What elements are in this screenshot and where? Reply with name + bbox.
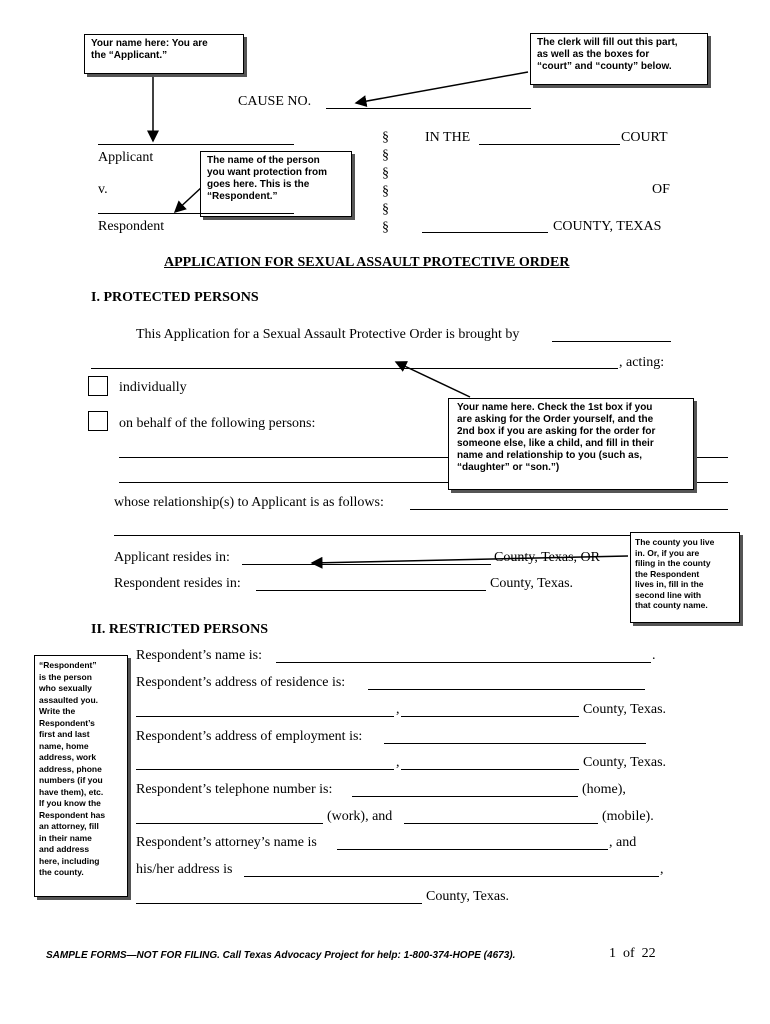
- his-her-address-label: his/her address is: [136, 862, 233, 877]
- callout-clerk: The clerk will fill out this part, as well as the boxes for “court” and “county” below.: [530, 33, 708, 85]
- applicant-county-text: County, Texas, OR: [494, 550, 600, 565]
- court-line: [479, 144, 620, 145]
- section-2-heading: II. RESTRICTED PERSONS: [91, 622, 268, 637]
- callout-restricted-persons: “Respondent” is the person who sexually assaulted you. Write the Respondent’s first and last name, home address, work address, phone numbers (if you have them), etc. If you know the Respondent has an attorney, fill in their name and address here, including the county.: [34, 655, 128, 897]
- applicant-line: [98, 144, 294, 145]
- of-label: OF: [652, 182, 670, 197]
- arrow-clerk: [356, 72, 528, 103]
- on-behalf-label: on behalf of the following persons:: [119, 416, 316, 431]
- respondent-resides-label: Respondent resides in:: [114, 576, 241, 591]
- court-label: COURT: [621, 130, 668, 145]
- individually-checkbox[interactable]: [88, 376, 108, 396]
- brought-by-text: This Application for a Sexual Assault Protective Order is brought by: [136, 327, 520, 342]
- section-symbol: §: [382, 202, 389, 217]
- callout-respondent: The name of the person you want protection from goes here. This is the “Respondent.”: [200, 151, 352, 217]
- on-behalf-checkbox[interactable]: [88, 411, 108, 431]
- attorney-address-line: [244, 876, 659, 877]
- attorney-line: [337, 849, 608, 850]
- brought-by-line: [552, 341, 671, 342]
- respondent-line: [98, 213, 294, 214]
- work-label: (work), and: [327, 809, 393, 824]
- section-symbol: §: [382, 148, 389, 163]
- callout-county: The county you live in. Or, if you are filing in the county the Respondent lives in, fill in the second line with that county name.: [630, 532, 740, 623]
- acting-text: , acting:: [619, 355, 665, 370]
- section-symbol: §: [382, 220, 389, 235]
- arrow-respondent: [175, 186, 203, 212]
- versus-label: v.: [98, 182, 108, 197]
- footer-note: SAMPLE FORMS—NOT FOR FILING. Call Texas Advocacy Project for help: 1-800-374-HOPE (4673).: [46, 950, 516, 961]
- individually-label: individually: [119, 380, 187, 395]
- residence-county-text: County, Texas.: [583, 702, 667, 717]
- residence-line-2: [136, 716, 394, 717]
- respondent-county-text: County, Texas.: [490, 576, 574, 591]
- attorney-county-text: County, Texas.: [426, 889, 510, 904]
- home-label: (home),: [582, 782, 626, 797]
- section-symbol: §: [382, 130, 389, 145]
- respondent-label: Respondent: [98, 219, 165, 234]
- callout-applicant-name: Your name here: You are the “Applicant.”: [84, 34, 244, 74]
- employment-county-line: [401, 769, 579, 770]
- in-the-label: IN THE: [425, 130, 471, 145]
- comma: ,: [660, 862, 664, 877]
- applicant-resides-label: Applicant resides in:: [114, 550, 230, 565]
- callout-protected-persons: Your name here. Check the 1st box if you are asking for the Order yourself, and the 2nd box if you are asking for the order for someone else, like a child, and fill in their name and relationship to you (such as, “daughter” or “son.”): [448, 398, 694, 490]
- employment-county-text: County, Texas.: [583, 755, 667, 770]
- county-texas-label: COUNTY, TEXAS: [553, 219, 662, 234]
- relationship-label: whose relationship(s) to Applicant is as follows:: [114, 495, 384, 510]
- respondent-name-line: [276, 662, 651, 663]
- comma: ,: [396, 702, 400, 717]
- page-number: 1 of 22: [609, 946, 656, 961]
- residence-label: Respondent’s address of residence is:: [136, 675, 346, 690]
- cause-no-label: CAUSE NO.: [238, 94, 312, 109]
- employment-line: [384, 743, 646, 744]
- and-label: , and: [609, 835, 637, 850]
- work-phone-line: [136, 823, 323, 824]
- relationship-line: [410, 509, 728, 510]
- section-symbol: §: [382, 166, 389, 181]
- applicant-label: Applicant: [98, 150, 154, 165]
- respondent-name-label: Respondent’s name is:: [136, 648, 262, 663]
- mobile-label: (mobile).: [602, 809, 654, 824]
- period: .: [652, 648, 656, 663]
- home-phone-line: [352, 796, 578, 797]
- employment-line-2: [136, 769, 394, 770]
- attorney-county-line: [136, 903, 422, 904]
- residence-line: [368, 689, 645, 690]
- county-line: [422, 232, 548, 233]
- respondent-county-line: [256, 590, 486, 591]
- attorney-label: Respondent’s attorney’s name is: [136, 835, 317, 850]
- employment-label: Respondent’s address of employment is:: [136, 729, 363, 744]
- cause-no-line: [326, 108, 531, 109]
- applicant-name-line: [91, 368, 618, 369]
- telephone-label: Respondent’s telephone number is:: [136, 782, 333, 797]
- residence-county-line: [401, 716, 579, 717]
- section-1-heading: I. PROTECTED PERSONS: [91, 290, 259, 305]
- comma: ,: [396, 755, 400, 770]
- applicant-county-line: [242, 564, 491, 565]
- mobile-phone-line: [404, 823, 598, 824]
- document-title: APPLICATION FOR SEXUAL ASSAULT PROTECTIVE ORDER: [164, 255, 570, 270]
- section-symbol: §: [382, 184, 389, 199]
